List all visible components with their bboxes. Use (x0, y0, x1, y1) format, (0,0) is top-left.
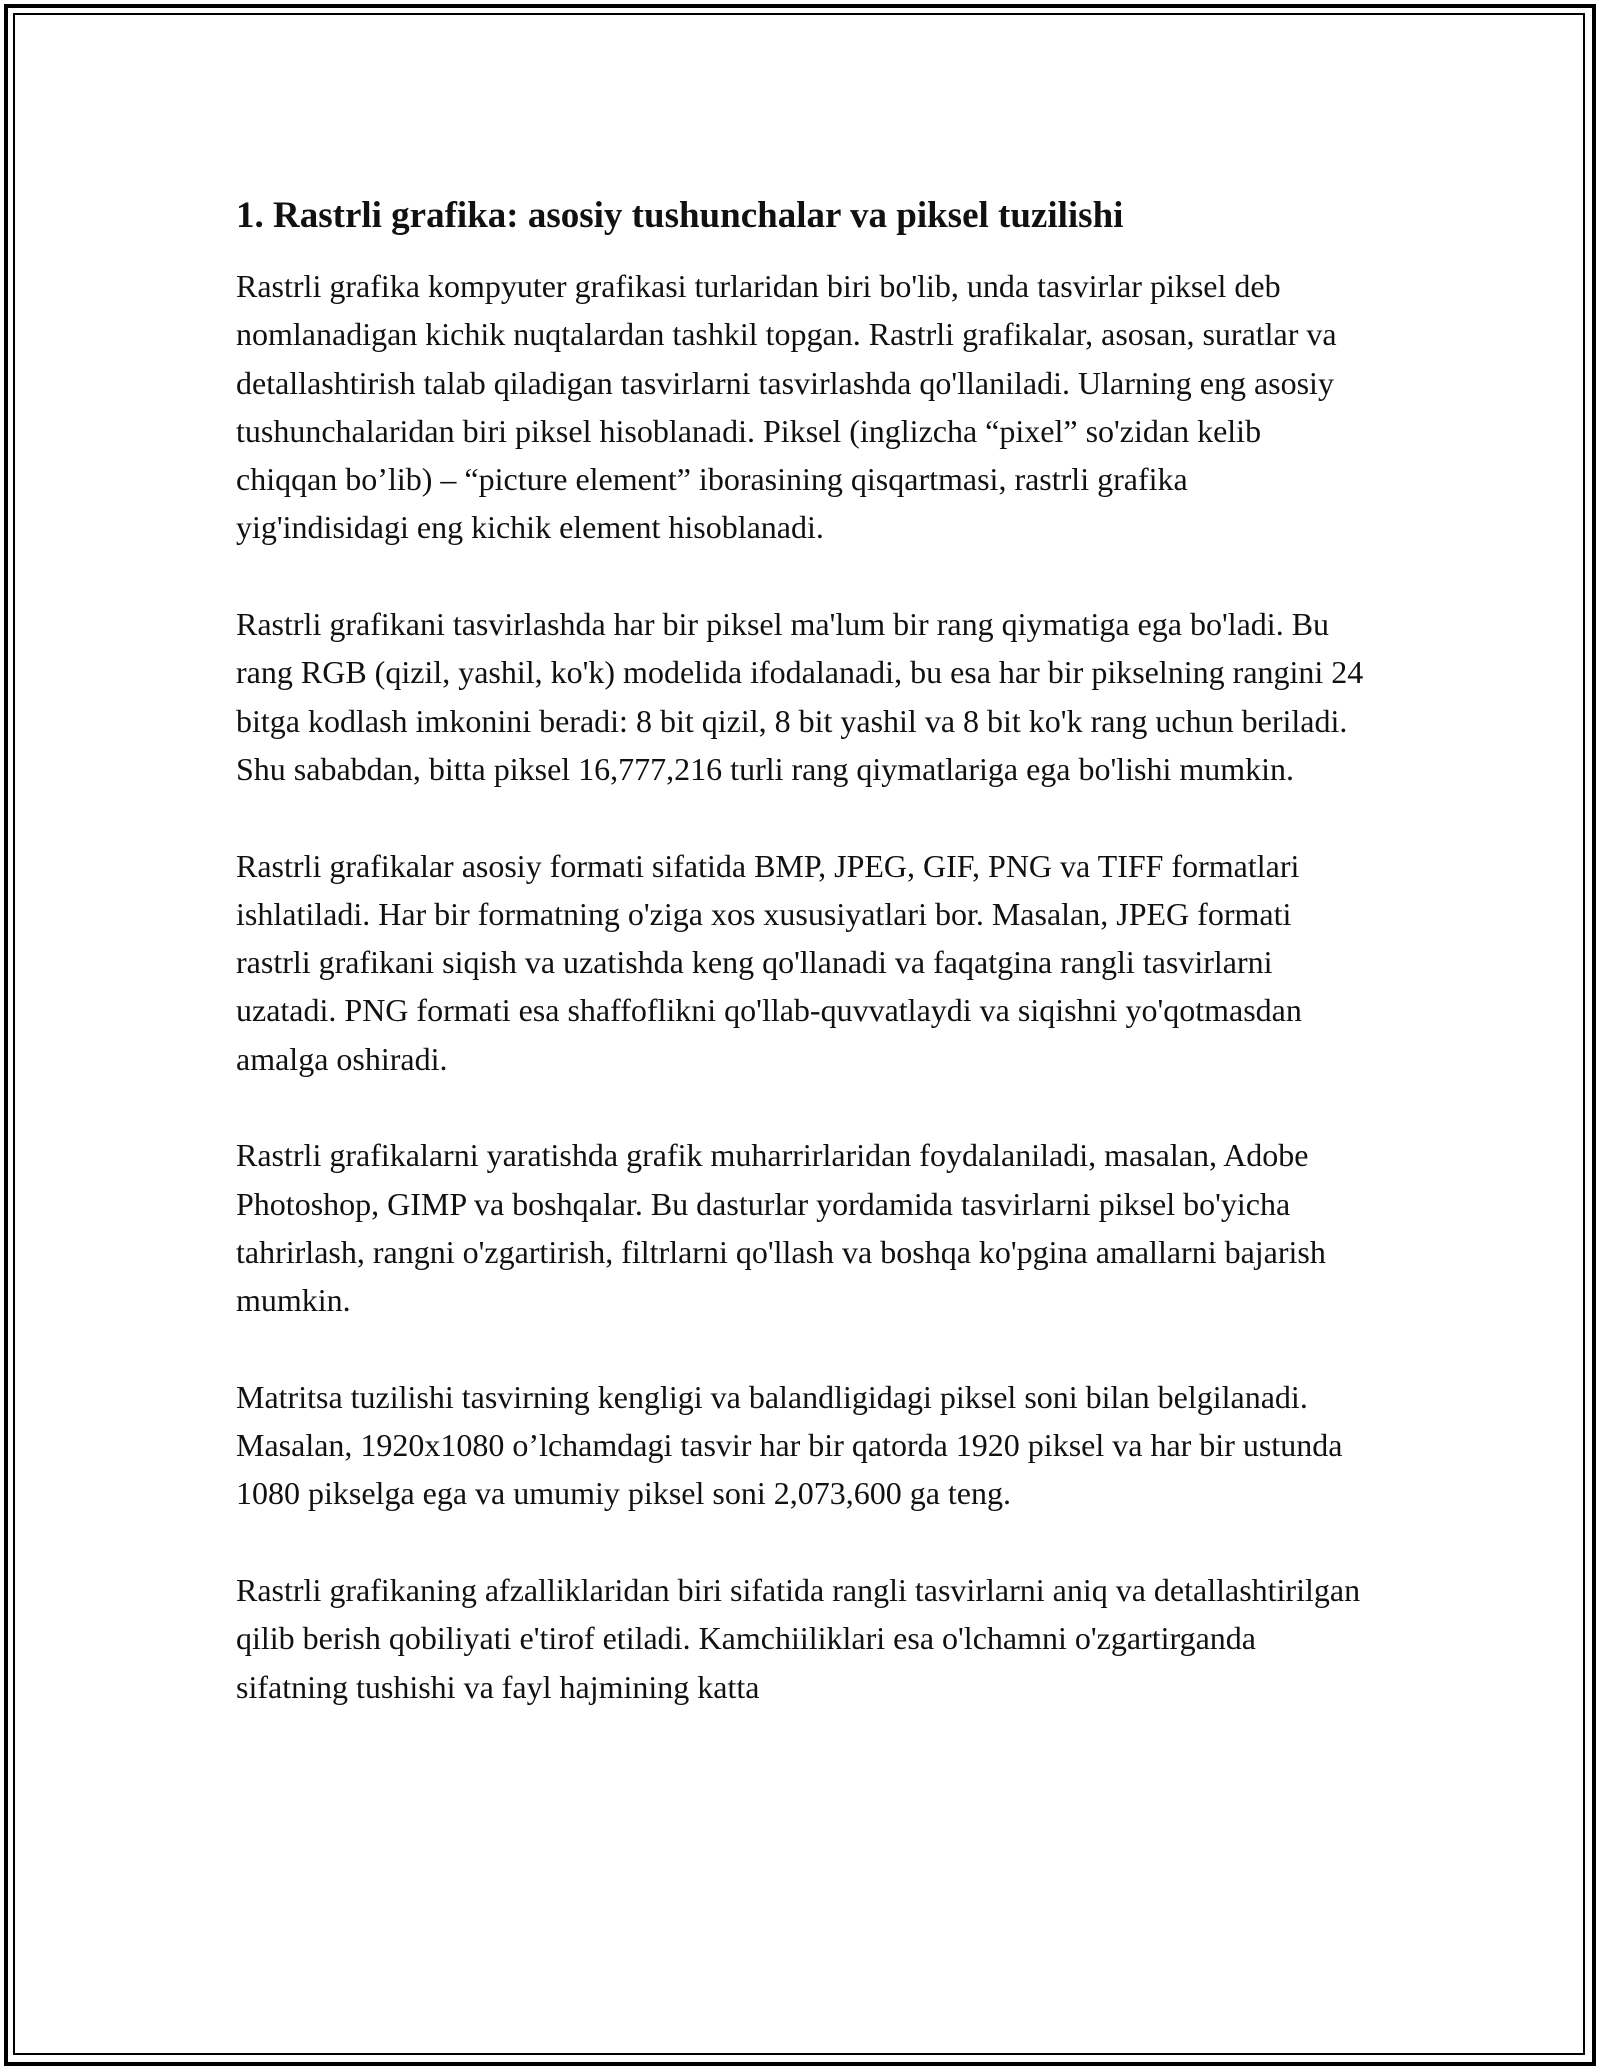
paragraph-raster-intro: Rastrli grafika kompyuter grafikasi turlaridan biri bo'lib, unda tasvirlar piksel deb nomlanadigan kichik nuqtalardan tashkil topgan. Rastrli grafikalar, asosan, suratlar va detallashtirish talab qiladigan tasvirlarni tasvirlashda qo'llaniladi. Ularning eng asosiy tushunchalaridan biri piksel hisoblanadi. Piksel (inglizcha “pixel” so'zidan kelib chiqqan bo’lib) – “picture element” iborasining qisqartmasi, rastrli grafika yig'indisidagi eng kichik element hisoblanadi. (236, 268, 1337, 546)
paragraph-editors: Rastrli grafikalarni yaratishda grafik muharrirlaridan foydalaniladi, masalan, Adobe Photoshop, GIMP va boshqalar. Bu dasturlar yordamida tasvirlarni piksel bo'yicha tahrirlash, rangni o'zgartirish, filtrlarni qo'llash va boshqa ko'pgina amallarni bajarish mumkin. (236, 1137, 1326, 1319)
paragraph-matrix: Matritsa tuzilishi tasvirning kengligi va balandligidagi piksel soni bilan belgilanadi. Masalan, 1920x1080 o’lchamdagi tasvir har bir qatorda 1920 piksel va har bir ustunda 1080 pikselga ega va umumiy piksel soni 2,073,600 ga teng. (236, 1378, 1343, 1512)
section-title: 1. Rastrli grafika: asosiy tushunchalar va piksel tuzilishi (236, 195, 1124, 236)
paragraph-rgb-color: Rastrli grafikani tasvirlashda har bir piksel ma'lum bir rang qiymatiga ega bo'ladi. Bu rang RGB (qizil, yashil, ko'k) modelida ifodalanadi, bu esa har bir pikselning rangini 24 bitga kodlash imkonini beradi: 8 bit qizil, 8 bit yashil va 8 bit ko'k rang uchun beriladi. Shu sababdan, bitta piksel 16,777,216 turli rang qiymatlariga ega bo'lishi mumkin. (236, 606, 1364, 787)
document-body (236, 182, 1366, 1759)
paragraph-formats: Rastrli grafikalar asosiy formati sifatida BMP, JPEG, GIF, PNG va TIFF formatlari ishlatiladi. Har bir formatning o'ziga xos xususiyatlari bor. Masalan, JPEG formati rastrli grafikani siqish va uzatishda keng qo'llanadi va faqatgina rangli tasvirlarni uzatadi. PNG formati esa shaffoflikni qo'llab-quvvatlaydi va siqishni yo'qotmasdan amalga oshiradi. (236, 847, 1302, 1077)
paragraph-advantages: Rastrli grafikaning afzalliklaridan biri sifatida rangli tasvirlarni aniq va detallashtirilgan qilib berish qobiliyati e'tirof etiladi. Kamchiiliklari esa o'lchamni o'zgartirganda sifatning tushishi va fayl hajmining katta (236, 1572, 1361, 1705)
